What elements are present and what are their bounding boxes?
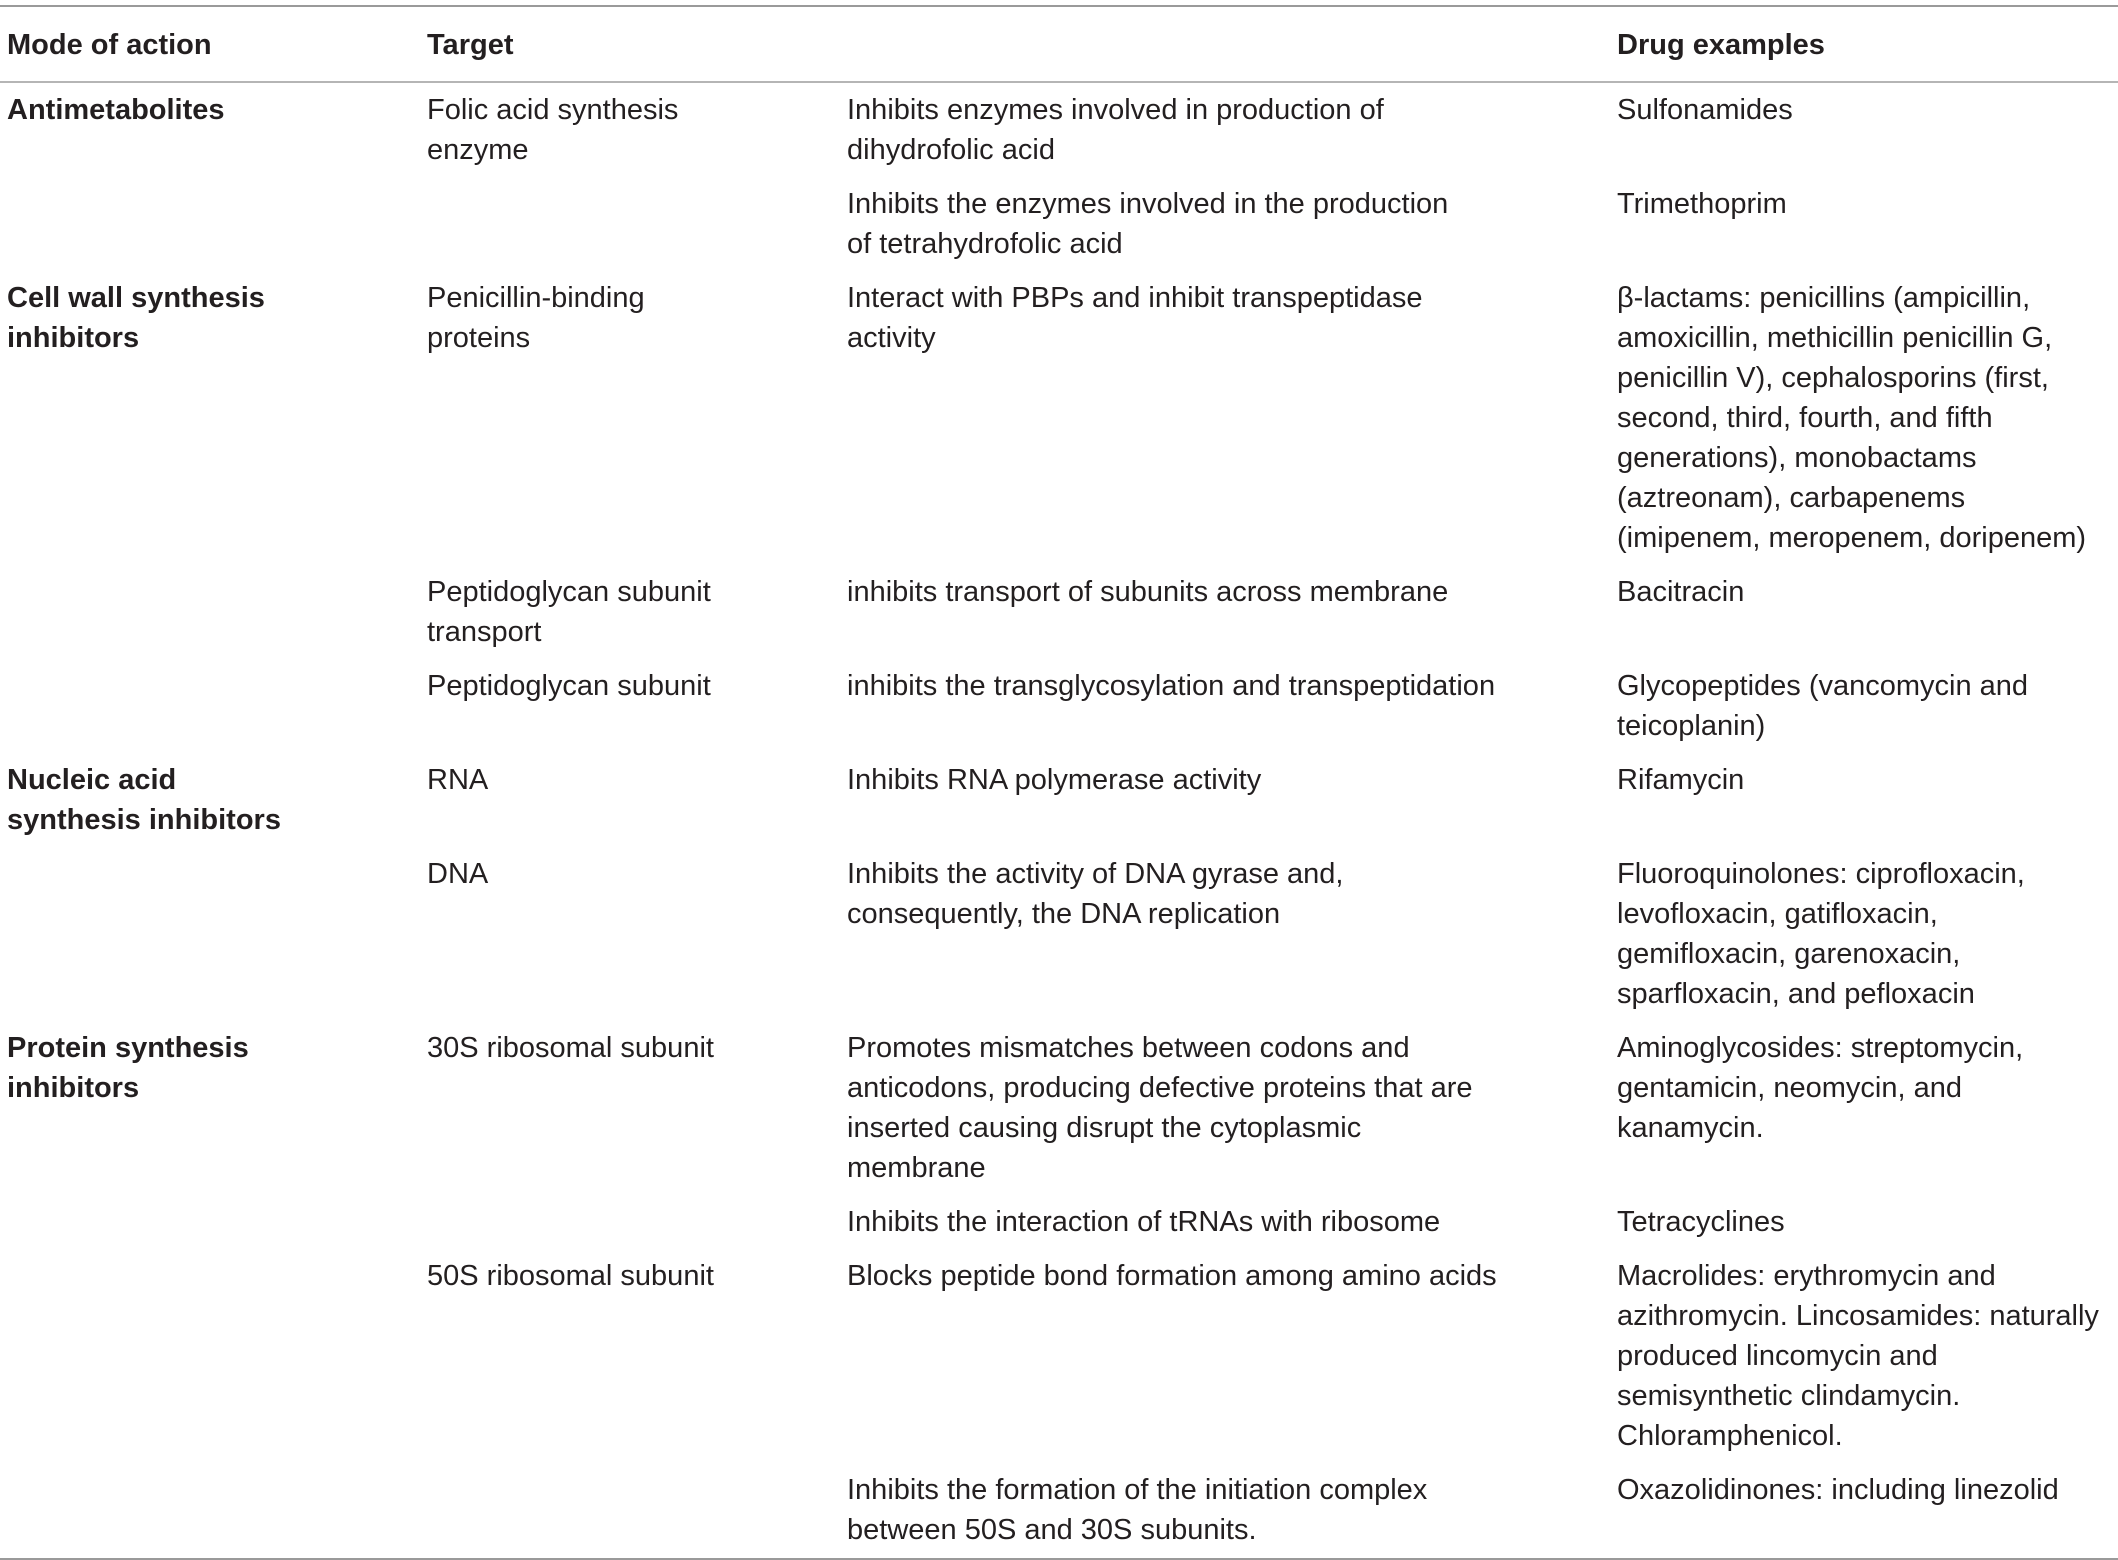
table-row xyxy=(0,1463,2118,1559)
mechanism-text: Inhibits enzymes involved in production of dihydrofolic acid xyxy=(847,94,1384,166)
table-row xyxy=(0,847,2118,1021)
mechanism-cell xyxy=(840,1249,1610,1463)
target-cell xyxy=(420,847,840,1021)
mechanism-text: Promotes mismatches between codons and anticodons, producing defective proteins that are inserted causing disrupt the cytoplasmic membrane xyxy=(847,1032,1473,1184)
table-row xyxy=(0,1195,2118,1249)
target-cell xyxy=(420,82,840,177)
target-text: 50S ribosomal subunit xyxy=(427,1260,714,1292)
drugs-text: Rifamycin xyxy=(1617,764,1745,796)
drugs-cell xyxy=(1610,1249,2118,1463)
mode-text: Cell wall synthesis inhibitors xyxy=(7,282,265,354)
target-cell xyxy=(420,177,840,271)
drugs-cell xyxy=(1610,847,2118,1021)
mechanism-text: Inhibits RNA polymerase activity xyxy=(847,764,1262,796)
target-text: Penicillin-binding proteins xyxy=(427,282,645,354)
header-row xyxy=(0,6,2118,82)
mechanism-cell xyxy=(840,659,1610,753)
table-row xyxy=(0,1021,2118,1195)
target-cell xyxy=(420,659,840,753)
table-row xyxy=(0,753,2118,847)
target-cell xyxy=(420,753,840,847)
table-header xyxy=(0,6,2118,82)
target-cell xyxy=(420,1021,840,1195)
target-cell xyxy=(420,1249,840,1463)
header-target: Target xyxy=(427,29,514,61)
mode-cell xyxy=(0,1463,420,1559)
header-mode-of-action: Mode of action xyxy=(7,29,212,61)
mode-cell xyxy=(0,847,420,1021)
target-cell xyxy=(420,1463,840,1559)
mechanism-cell xyxy=(840,1021,1610,1195)
mechanism-text: Inhibits the interaction of tRNAs with ribosome xyxy=(847,1206,1441,1238)
drugs-text: Fluoroquinolones: ciprofloxacin, levofloxacin, gatifloxacin, gemifloxacin, garenoxacin, sparfloxacin, and pefloxacin xyxy=(1617,858,2025,1010)
drugs-text: Macrolides: erythromycin and azithromycin. Lincosamides: naturally produced lincomycin and semisynthetic clindamycin. Chloramphenicol. xyxy=(1617,1260,2099,1452)
drugs-text: Glycopeptides (vancomycin and teicoplanin) xyxy=(1617,670,2029,742)
drugs-cell xyxy=(1610,565,2118,659)
header-drug-examples: Drug examples xyxy=(1617,29,1825,61)
drugs-cell xyxy=(1610,1195,2118,1249)
target-cell xyxy=(420,565,840,659)
table-row xyxy=(0,177,2118,271)
target-text: Peptidoglycan subunit xyxy=(427,670,711,702)
header-mechanism xyxy=(840,6,1610,82)
mechanism-cell xyxy=(840,1195,1610,1249)
mode-cell xyxy=(0,565,420,659)
drugs-text: Trimethoprim xyxy=(1617,188,1787,220)
table-row xyxy=(0,82,2118,177)
mode-cell xyxy=(0,177,420,271)
mechanism-text: Inhibits the formation of the initiation complex between 50S and 30S subunits. xyxy=(847,1474,1428,1546)
mode-cell xyxy=(0,271,420,565)
mechanism-text: Blocks peptide bond formation among amino acids xyxy=(847,1260,1497,1292)
mechanism-cell xyxy=(840,847,1610,1021)
drugs-text: Tetracyclines xyxy=(1617,1206,1785,1238)
mechanism-cell xyxy=(840,82,1610,177)
target-text: RNA xyxy=(427,764,489,796)
mechanism-cell xyxy=(840,753,1610,847)
drugs-cell xyxy=(1610,1463,2118,1559)
drugs-text: Aminoglycosides: streptomycin, gentamicin, neomycin, and kanamycin. xyxy=(1617,1032,2024,1144)
mechanism-cell xyxy=(840,271,1610,565)
mechanism-text: Interact with PBPs and inhibit transpeptidase activity xyxy=(847,282,1423,354)
target-text: Peptidoglycan subunit transport xyxy=(427,576,711,648)
mechanism-text: Inhibits the enzymes involved in the production of tetrahydrofolic acid xyxy=(847,188,1449,260)
drugs-cell xyxy=(1610,177,2118,271)
antibiotic-mode-of-action-table xyxy=(0,5,2118,1560)
mechanism-text: Inhibits the activity of DNA gyrase and, consequently, the DNA replication xyxy=(847,858,1344,930)
target-text: Folic acid synthesis enzyme xyxy=(427,94,679,166)
drugs-cell xyxy=(1610,82,2118,177)
drugs-text: Bacitracin xyxy=(1617,576,1745,608)
table-row xyxy=(0,1249,2118,1463)
drugs-cell xyxy=(1610,271,2118,565)
antibiotic-table-container xyxy=(0,5,2118,1560)
table-row xyxy=(0,659,2118,753)
mode-text: Protein synthesis inhibitors xyxy=(7,1032,249,1104)
mode-cell xyxy=(0,1195,420,1249)
table-row xyxy=(0,565,2118,659)
target-text: 30S ribosomal subunit xyxy=(427,1032,714,1064)
table-row xyxy=(0,271,2118,565)
mode-cell xyxy=(0,1021,420,1195)
target-text: DNA xyxy=(427,858,489,890)
table-body xyxy=(0,82,2118,1559)
mechanism-cell xyxy=(840,565,1610,659)
mode-text: Nucleic acid synthesis inhibitors xyxy=(7,764,281,836)
drugs-text: Oxazolidinones: including linezolid xyxy=(1617,1474,2059,1506)
drugs-cell xyxy=(1610,1021,2118,1195)
mode-cell xyxy=(0,1249,420,1463)
mechanism-text: inhibits transport of subunits across membrane xyxy=(847,576,1449,608)
mode-cell xyxy=(0,659,420,753)
mechanism-cell xyxy=(840,177,1610,271)
drugs-cell xyxy=(1610,753,2118,847)
mechanism-cell xyxy=(840,1463,1610,1559)
drugs-text: Sulfonamides xyxy=(1617,94,1793,126)
target-cell xyxy=(420,1195,840,1249)
mode-text: Antimetabolites xyxy=(7,94,225,126)
mechanism-text: inhibits the transglycosylation and transpeptidation xyxy=(847,670,1496,702)
drugs-cell xyxy=(1610,659,2118,753)
mode-cell xyxy=(0,82,420,177)
mode-cell xyxy=(0,753,420,847)
target-cell xyxy=(420,271,840,565)
drugs-text: β-lactams: penicillins (ampicillin, amoxicillin, methicillin penicillin G, penicillin V), cephalosporins (first, second, third, fourth, and fifth generations), monobactams (aztreonam), carbapenems (imipenem, meropenem, doripenem) xyxy=(1617,282,2087,554)
